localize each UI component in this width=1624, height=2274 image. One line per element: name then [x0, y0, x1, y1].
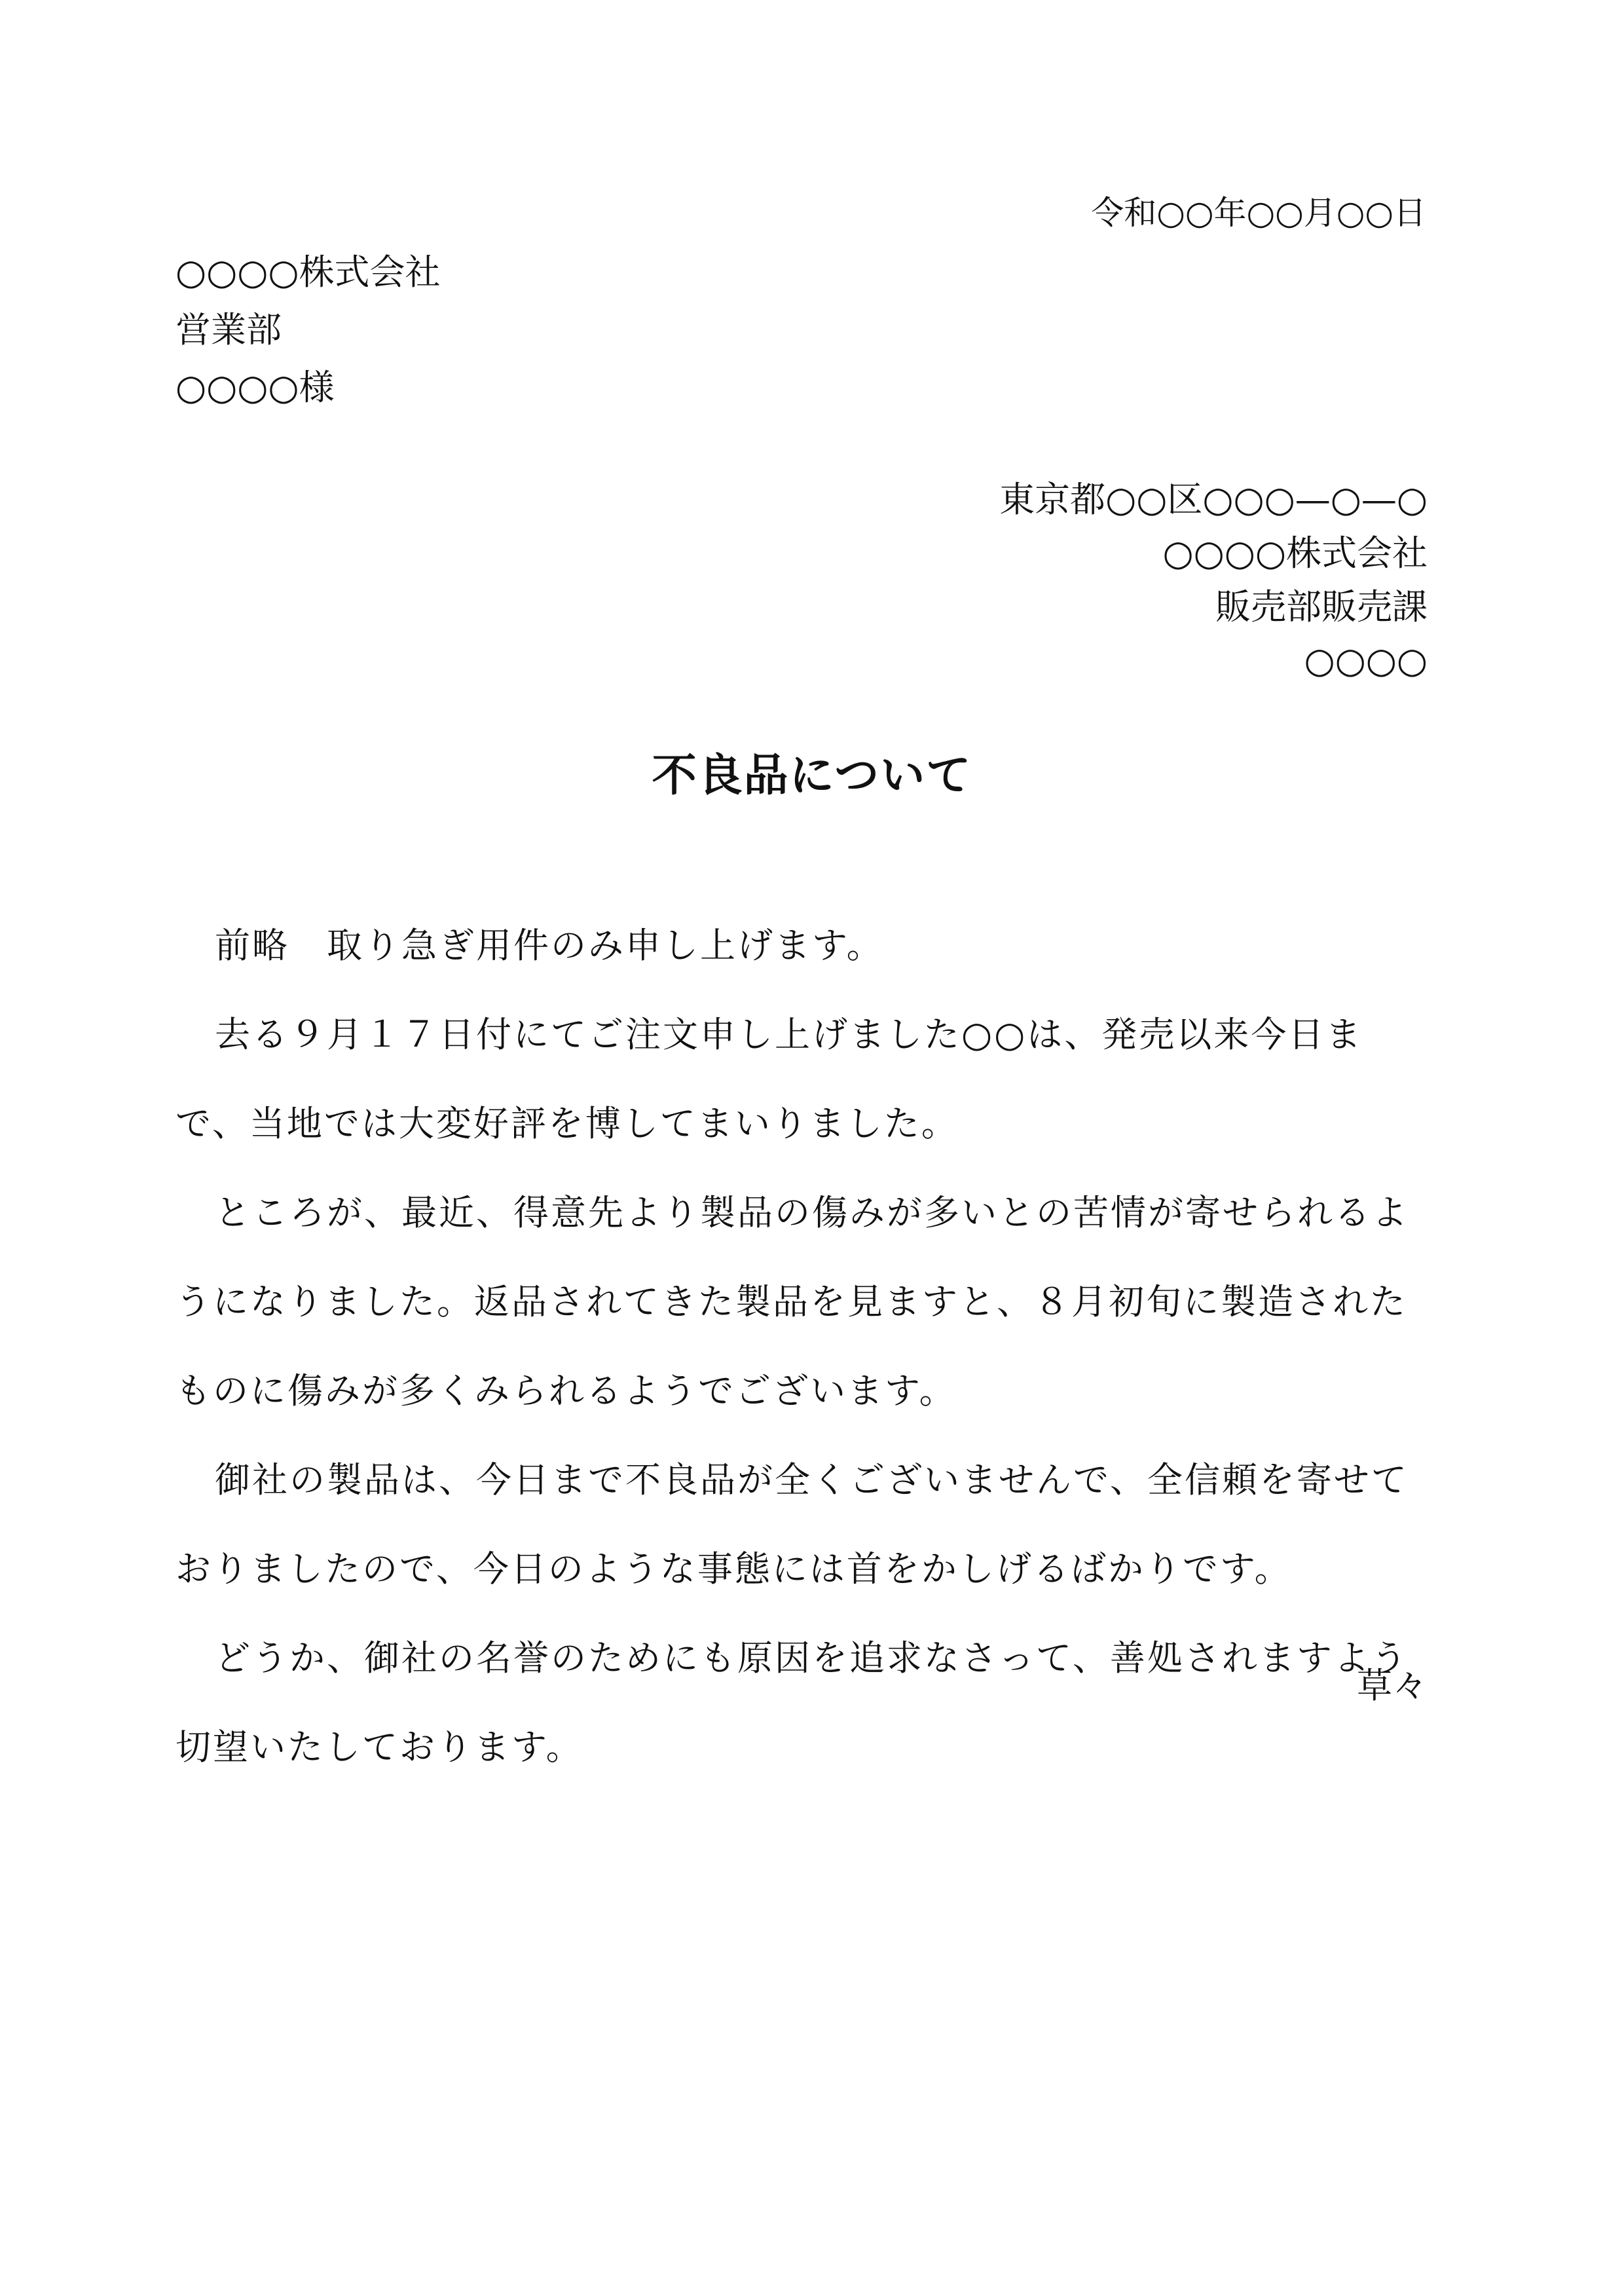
letter-date: 令和○○年○○月○○日	[1091, 194, 1426, 232]
body-paragraph-request: どうか、御社の名誉のためにも原因を追求なさって、善処されますよう切望いたしております。	[175, 1637, 1409, 1768]
body-paragraph-opening: 前略 取り急ぎ用件のみ申し上げます。	[215, 925, 884, 966]
recipient-company: ○○○○株式会社	[175, 252, 441, 293]
letter-body	[175, 901, 1430, 1792]
sender-block	[999, 473, 1428, 688]
closing-word: 草々	[1357, 1665, 1428, 1706]
body-paragraph-order: 去る９月１７日付にてご注文申し上げました○○は、発売以来今日まで、当地では大変好評を博してまいりました。	[175, 1014, 1363, 1144]
body-paragraph-complaint: ところが、最近、得意先より製品の傷みが多いとの苦情が寄せられるようになりました。返品されてきた製品を見ますと、８月初旬に製造されたものに傷みが多くみられるようでございます。	[175, 1192, 1409, 1411]
body-paragraph-trust: 御社の製品は、今日まで不良品が全くございませんで、全信頼を寄せておりましたので、今日のような事態には首をかしげるばかりです。	[175, 1459, 1409, 1590]
sender-department: 販売部販売課	[1215, 586, 1428, 627]
sender-name: ○○○○	[1304, 640, 1428, 681]
recipient-block	[175, 244, 440, 417]
letter-title: 不良品について	[652, 750, 972, 802]
recipient-department: 営業部	[175, 309, 282, 350]
sender-company: ○○○○株式会社	[1162, 532, 1428, 574]
sender-address: 東京都○○区○○○—○—○	[999, 479, 1428, 520]
recipient-name: ○○○○様	[175, 367, 335, 408]
